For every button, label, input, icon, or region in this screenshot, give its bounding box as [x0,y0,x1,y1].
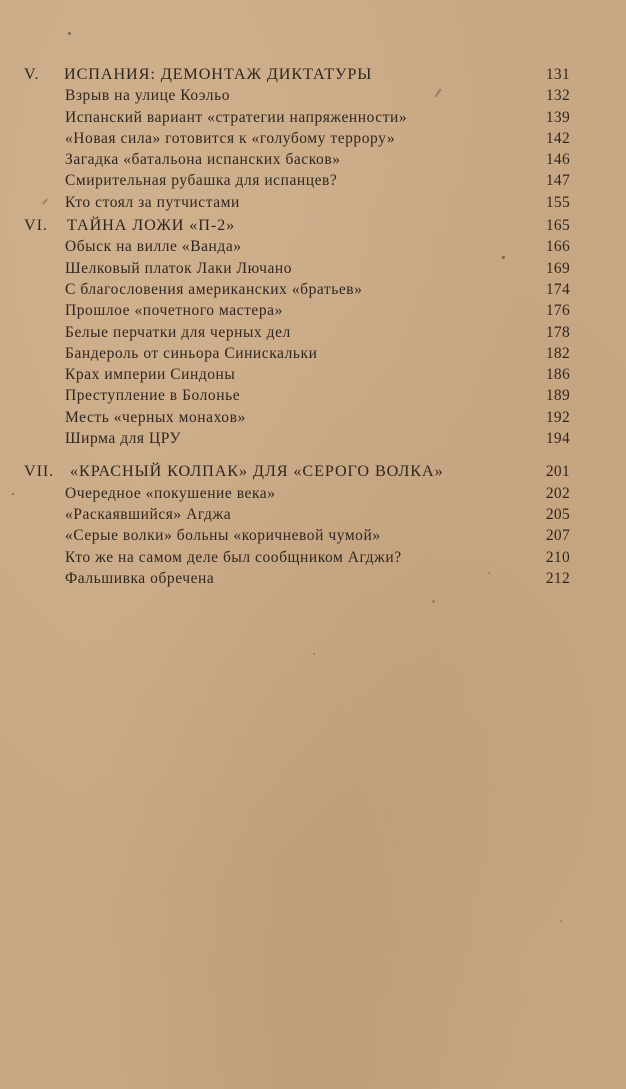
toc-entry[interactable] [24,525,570,546]
entry-title: С благословения американских «братьев» [65,280,363,298]
toc-entry[interactable] [24,385,570,406]
paper-speck [560,920,562,922]
toc-entry[interactable] [24,149,570,170]
entry-page-number: 155 [545,193,570,211]
entry-title: Очередное «покушение века» [65,484,276,502]
entry-page-number: 147 [545,172,570,190]
entry-page-number: 182 [545,344,570,362]
table-of-contents [24,64,570,589]
entry-title: Кто же на самом деле был сообщником Агджи? [65,548,402,566]
chapter-section [24,215,570,449]
entry-page-number: 189 [545,387,570,405]
entry-title: Взрыв на улице Коэльо [65,87,230,105]
entry-title: Фальшивка обречена [65,569,215,587]
toc-entry[interactable] [24,504,570,525]
toc-entry[interactable] [24,364,570,385]
paper-speck [313,653,315,655]
toc-entry[interactable] [24,300,570,321]
entry-page-number: 169 [545,259,570,277]
toc-entry[interactable] [24,568,570,589]
entry-page-number: 176 [545,302,570,320]
entry-title: «Раскаявшийся» Агджа [65,505,232,523]
entry-page-number: 166 [545,238,570,256]
entry-page-number: 194 [545,430,570,448]
toc-entry[interactable] [24,170,570,191]
entry-page-number: 139 [545,108,570,126]
entry-page-number: 186 [545,366,570,384]
chapter-title: «КРАСНЫЙ КОЛПАК» ДЛЯ «СЕРОГО ВОЛКА» [70,462,444,481]
toc-entry[interactable] [24,279,570,300]
chapter-page-number: 165 [545,217,570,235]
entry-title: Белые перчатки для черных дел [65,323,291,341]
entry-page-number: 178 [545,323,570,341]
chapter-section [24,64,570,213]
toc-entry[interactable] [24,322,570,343]
entry-title: Испанский вариант «стратегии напряженности» [65,108,408,126]
entry-title: Прошлое «почетного мастера» [65,302,283,320]
toc-entry[interactable] [24,407,570,428]
paper-speck [68,32,71,35]
entry-title: Бандероль от синьора Синискальки [65,344,318,362]
entry-page-number: 192 [545,408,570,426]
entry-title: Преступление в Болонье [65,387,241,405]
chapter-heading[interactable] [24,64,570,85]
entry-title: Месть «черных монахов» [65,408,246,426]
entry-title: Шелковый платок Лаки Лючано [65,259,293,277]
toc-entry[interactable] [24,428,570,449]
toc-entry[interactable] [24,258,570,279]
entry-title: «Серые волки» больны «коричневой чумой» [65,527,381,545]
entry-page-number: 210 [545,548,570,566]
toc-entry[interactable] [24,85,570,106]
chapter-number: VII. [24,462,55,481]
chapter-section [24,461,570,589]
toc-entry[interactable] [24,236,570,257]
toc-entry[interactable] [24,128,570,149]
toc-entry[interactable] [24,107,570,128]
entry-title: Ширма для ЦРУ [65,430,182,448]
entry-title: Крах империи Синдоны [65,366,236,384]
chapter-page-number: 131 [545,66,570,83]
entry-page-number: 174 [545,280,570,298]
entry-title: Обыск на вилле «Ванда» [65,238,242,256]
chapter-title: ТАЙНА ЛОЖИ «П-2» [67,216,236,235]
toc-entry[interactable] [24,343,570,364]
entry-title: Загадка «батальона испанских басков» [65,151,341,169]
toc-entry[interactable] [24,483,570,504]
chapter-title: ИСПАНИЯ: ДЕМОНТАЖ ДИКТАТУРЫ [64,65,373,83]
chapter-heading[interactable] [24,215,570,236]
toc-entry[interactable] [24,192,570,213]
chapter-heading[interactable] [24,461,570,482]
entry-page-number: 132 [545,87,570,105]
chapter-page-number: 201 [545,463,570,481]
paper-speck [12,493,14,495]
entry-page-number: 146 [545,151,570,169]
entry-page-number: 212 [545,569,570,587]
toc-entry[interactable] [24,547,570,568]
paper-speck [432,600,435,603]
entry-page-number: 207 [545,527,570,545]
entry-page-number: 205 [545,505,570,523]
entry-page-number: 202 [545,484,570,502]
entry-title: Смирительная рубашка для испанцев? [65,172,338,190]
entry-title: «Новая сила» готовится к «голубому террору» [65,129,396,147]
entry-page-number: 142 [545,129,570,147]
entry-title: Кто стоял за путчистами [65,193,240,211]
chapter-number: V. [24,65,40,83]
chapter-number: VI. [24,216,48,235]
